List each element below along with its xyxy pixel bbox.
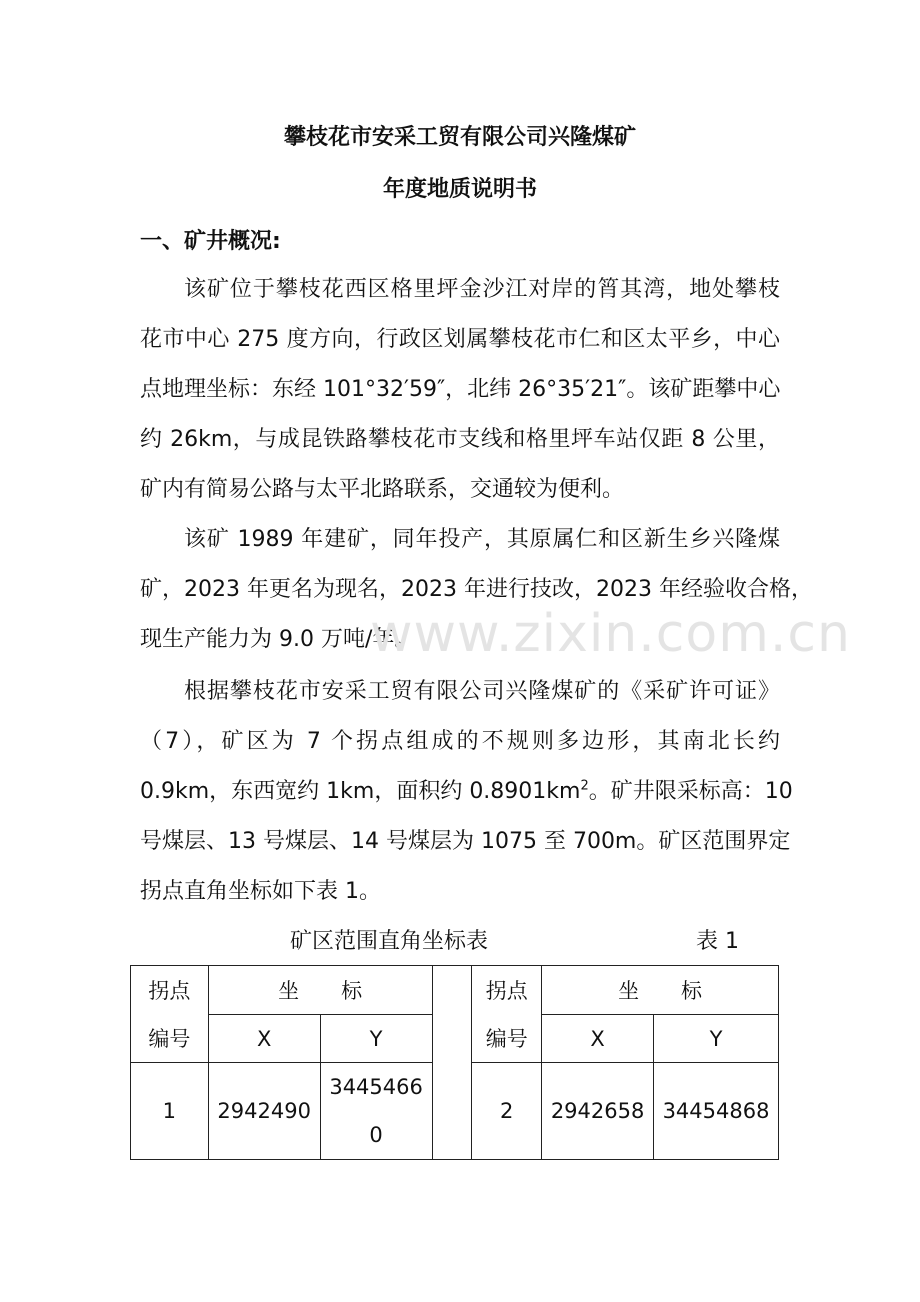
paragraph-line: 矿，2023 年更名为现名，2023 年进行技改，2023 年经验收合格， xyxy=(140,577,813,602)
paragraph-line: 点地理坐标：东经 101°32′59″，北纬 26°35′21″。该矿距攀中心 xyxy=(140,377,781,402)
table-cell-y xyxy=(320,1063,432,1160)
paragraph-line: 约 26km，与成昆铁路攀枝花市支线和格里坪车站仅距 8 公里， xyxy=(140,427,780,452)
paragraph-line xyxy=(140,774,793,805)
header-number: 编号 xyxy=(131,1015,209,1063)
document-subtitle: 年度地质说明书 xyxy=(382,177,537,202)
table-cell-no: 2 xyxy=(472,1063,542,1160)
area-text: 0.9km，东西宽约 1km，面积约 0.8901km xyxy=(140,779,581,804)
elevation-text: 。矿井限采标高：10 xyxy=(588,779,793,804)
superscript-2: 2 xyxy=(580,778,589,794)
header-point: 拐点 xyxy=(131,966,209,1015)
paragraph-line: （7），矿区为 7 个拐点组成的不规则多边形，其南北长约 xyxy=(140,729,780,754)
header-y: Y xyxy=(654,1015,779,1063)
header-number: 编号 xyxy=(472,1015,542,1063)
table-label: 表 1 xyxy=(696,929,739,954)
paragraph-line: 矿内有简易公路与太平北路联系，交通较为便利。 xyxy=(140,477,625,502)
coordinate-table xyxy=(130,965,779,1160)
paragraph-line: 号煤层、13 号煤层、14 号煤层为 1075 至 700m。矿区范围界定 xyxy=(140,829,791,854)
table-cell-y-part1: 3445466 xyxy=(329,1075,423,1099)
paragraph-line: 该矿 1989 年建矿，同年投产，其原属仁和区新生乡兴隆煤 xyxy=(184,527,780,552)
paragraph-line: 根据攀枝花市安采工贸有限公司兴隆煤矿的《采矿许可证》 xyxy=(184,679,780,704)
spacer-column xyxy=(432,966,472,1160)
table-cell-y-part2: 0 xyxy=(369,1123,383,1147)
header-coord: 坐 标 xyxy=(208,966,432,1015)
paragraph-line: 现生产能力为 9.0 万吨/年。 xyxy=(140,627,417,652)
header-x: X xyxy=(542,1015,654,1063)
paragraph-line: 拐点直角坐标如下表 1。 xyxy=(140,879,381,904)
document-title: 攀枝花市安采工贸有限公司兴隆煤矿 xyxy=(283,125,636,150)
table-cell-x: 2942658 xyxy=(542,1063,654,1160)
section-heading: 一、矿井概况: xyxy=(140,229,281,254)
table-cell-x: 2942490 xyxy=(208,1063,320,1160)
paragraph-line: 花市中心 275 度方向，行政区划属攀枝花市仁和区太平乡，中心 xyxy=(140,327,780,352)
table-cell-no: 1 xyxy=(131,1063,209,1160)
table-cell-y: 34454868 xyxy=(654,1063,779,1160)
header-x: X xyxy=(208,1015,320,1063)
paragraph-line: 该矿位于攀枝花西区格里坪金沙江对岸的筲其湾，地处攀枝 xyxy=(184,277,780,302)
watermark: www.zixin.com.cn xyxy=(370,604,851,664)
header-coord: 坐 标 xyxy=(542,966,779,1015)
header-point: 拐点 xyxy=(472,966,542,1015)
table-caption: 矿区范围直角坐标表 xyxy=(290,929,489,954)
header-y: Y xyxy=(320,1015,432,1063)
